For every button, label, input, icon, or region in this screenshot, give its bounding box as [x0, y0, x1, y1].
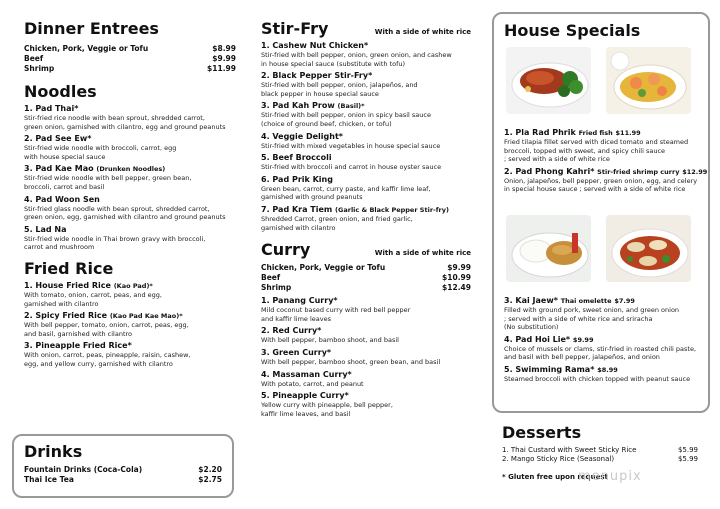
price-row: Beef $9.99	[24, 54, 236, 63]
stir-fry-note: With a side of white rice	[374, 28, 471, 36]
price-row: Shrimp $12.49	[261, 283, 471, 293]
noodles-list	[24, 104, 236, 252]
price-row: Fountain Drinks (Coca-Cola) $2.20	[24, 465, 222, 474]
drinks-title: Drinks	[24, 442, 83, 461]
watermark: menupix	[578, 469, 642, 484]
menu-item: 5. Beef Broccoli Stir-fried with broccoli and carrot in house oyster sauce	[261, 153, 442, 172]
menu-item: 1. Cashew Nut Chicken* Stir-fried with bell pepper, onion, green onion, and cashew in house special sauce (substitute with tofu)	[261, 41, 452, 68]
price-row: Beef $10.99	[261, 273, 471, 283]
stir-fry-header	[261, 20, 471, 38]
shrimp-curry-image	[606, 47, 691, 114]
noodles-title: Noodles	[24, 82, 97, 101]
house-specials-box	[492, 12, 710, 413]
menu-item: 7. Pad Kra Tiem (Garlic & Black Pepper Stir-fry) Shredded Carrot, green onion, and fried garlic, garnished with cilantro	[261, 204, 449, 232]
menu-item: 2. Red Curry* With bell pepper, bamboo shoot, and basil	[261, 326, 399, 345]
menu-item: 4. Veggie Delight* Stir-fried with mixed vegetables in house special sauce	[261, 131, 441, 150]
price-row: 1. Thai Custard with Sweet Sticky Rice $5.99	[502, 446, 698, 454]
fried-rice-list	[24, 281, 236, 369]
curry-note: With a side of white rice	[374, 249, 471, 258]
dinner-entrees-title: Dinner Entrees	[24, 19, 159, 38]
menu-item: 5. Pineapple Curry* Yellow curry with pineapple, bell pepper, kaffir lime leaves, and basil	[261, 391, 393, 418]
fried-fish-photo	[506, 47, 591, 114]
stir-fry-title: Stir-Fry	[261, 19, 329, 38]
menu-item: 1. Pad Thai* Stir-fried rice noodle with bean sprout, shredded carrot, green onion, garnished with cilantro, egg and ground peanuts	[24, 104, 226, 131]
drinks-box	[12, 434, 234, 498]
menu-item: 4. Pad Hoi Lie* $9.99 Choice of mussels or clams, stir-fried in roasted chili paste, and basil with bell pepper, jalapeños, and onion	[504, 334, 697, 362]
desserts-title: Desserts	[502, 423, 582, 442]
menu-item: 1. House Fried Rice (Kao Pad)* With tomato, onion, carrot, peas, and egg, garnished with cilantro	[24, 280, 162, 308]
price-row: Chicken, Pork, Veggie or Tofu $8.99	[24, 44, 236, 53]
fried-fish-image	[506, 47, 591, 114]
mussels-photo	[606, 215, 691, 282]
curry-list	[261, 296, 471, 418]
mussels-image	[606, 215, 691, 282]
shrimp-curry-photo	[606, 47, 691, 114]
menu-item: 3. Green Curry* With bell pepper, bamboo shoot, green bean, and basil	[261, 347, 441, 366]
menu-item: 3. Kai Jaew* Thai omelette $7.99 Filled with ground pork, sweet onion, and green onion ; served with a side of white rice and sriracha (No substitution)	[504, 296, 680, 332]
menu-item: 1. Panang Curry* Mild coconut based curry with red bell pepper and kaffir lime leaves	[261, 296, 411, 323]
stir-fry-list	[261, 41, 471, 232]
price-row: Thai Ice Tea $2.75	[24, 475, 222, 484]
fried-rice-title: Fried Rice	[24, 258, 114, 278]
menu-item: 3. Pineapple Fried Rice* With onion, carrot, peas, pineapple, raisin, cashew, egg, and yellow curry, garnished with cilantro	[24, 341, 191, 368]
curry-title: Curry	[261, 240, 311, 260]
menu-item: 2. Pad Phong Kahri* Stir-fried shrimp curry $12.99 Onion, jalapeños, bell pepper, green onion, egg, and celery in special house sauce ; served with a side of white rice	[504, 166, 708, 194]
curry-header	[261, 241, 471, 259]
curry-prices	[261, 263, 471, 293]
menu-item: 4. Pad Woon Sen Stir-fried glass noodle with bean sprout, shredded carrot, green onion, egg, garnished with cilantro and ground peanuts	[24, 194, 226, 222]
menu-item: 2. Black Pepper Stir-Fry* Stir-fried with bell pepper, onion, jalapeños, and black pepper in house special sauce	[261, 71, 418, 98]
menu-item: 2. Pad See Ew* Stir-fried wide noodle with broccoli, carrot, egg with house special sauce	[24, 134, 177, 161]
omelette-photo	[506, 215, 591, 282]
menu-item: 2. Spicy Fried Rice (Kao Pad Kae Mao)* With bell pepper, tomato, onion, carrot, peas, egg, and basil, garnished with cilantro	[24, 311, 189, 338]
menu-item: 4. Massaman Curry* With potato, carrot, and peanut	[261, 369, 364, 388]
price-row: Chicken, Pork, Veggie or Tofu $9.99	[261, 263, 471, 273]
drinks-list	[24, 465, 222, 485]
specials-list-top	[504, 125, 708, 194]
menu-item: 1. Pla Rad Phrik Fried fish $11.99 Fried tilapia fillet served with diced tomato and steamed broccoli, topped with sweet, and spicy chili sauce ; served with a side of white rice	[504, 128, 689, 164]
menu-item: 5. Swimming Rama* $8.99 Steamed broccoli with chicken topped with peanut sauce	[504, 364, 691, 383]
left-column	[24, 20, 236, 369]
house-specials-title: House Specials	[504, 21, 641, 40]
menu-item: 6. Pad Prik King Green bean, carrot, curry paste, and kaffir lime leaf, garnished with ground peanuts	[261, 174, 431, 202]
specials-list-bottom	[504, 293, 700, 384]
gluten-free-note: * Gluten free upon request	[502, 473, 608, 481]
menu-item: 5. Lad Na Stir-fried wide noodle in Thai brown gravy with broccoli, carrot and mushroom	[24, 224, 206, 252]
menu-item: 3. Pad Kae Mao (Drunken Noodles) Stir-fried wide noodle with bell pepper, green bean, broccoli, carrot and basil	[24, 164, 192, 191]
desserts-list	[502, 446, 698, 464]
middle-column	[261, 20, 471, 418]
menu-item: 3. Pad Kah Prow (Basil)* Stir-fried with bell pepper, onion in spicy basil sauce (choice of ground beef, chicken, or tofu)	[261, 101, 431, 128]
omelette-image	[506, 215, 591, 282]
price-row: 2. Mango Sticky Rice (Seasonal) $5.99	[502, 455, 698, 463]
price-row: Shrimp $11.99	[24, 64, 236, 73]
dinner-entrees-prices	[24, 44, 236, 74]
